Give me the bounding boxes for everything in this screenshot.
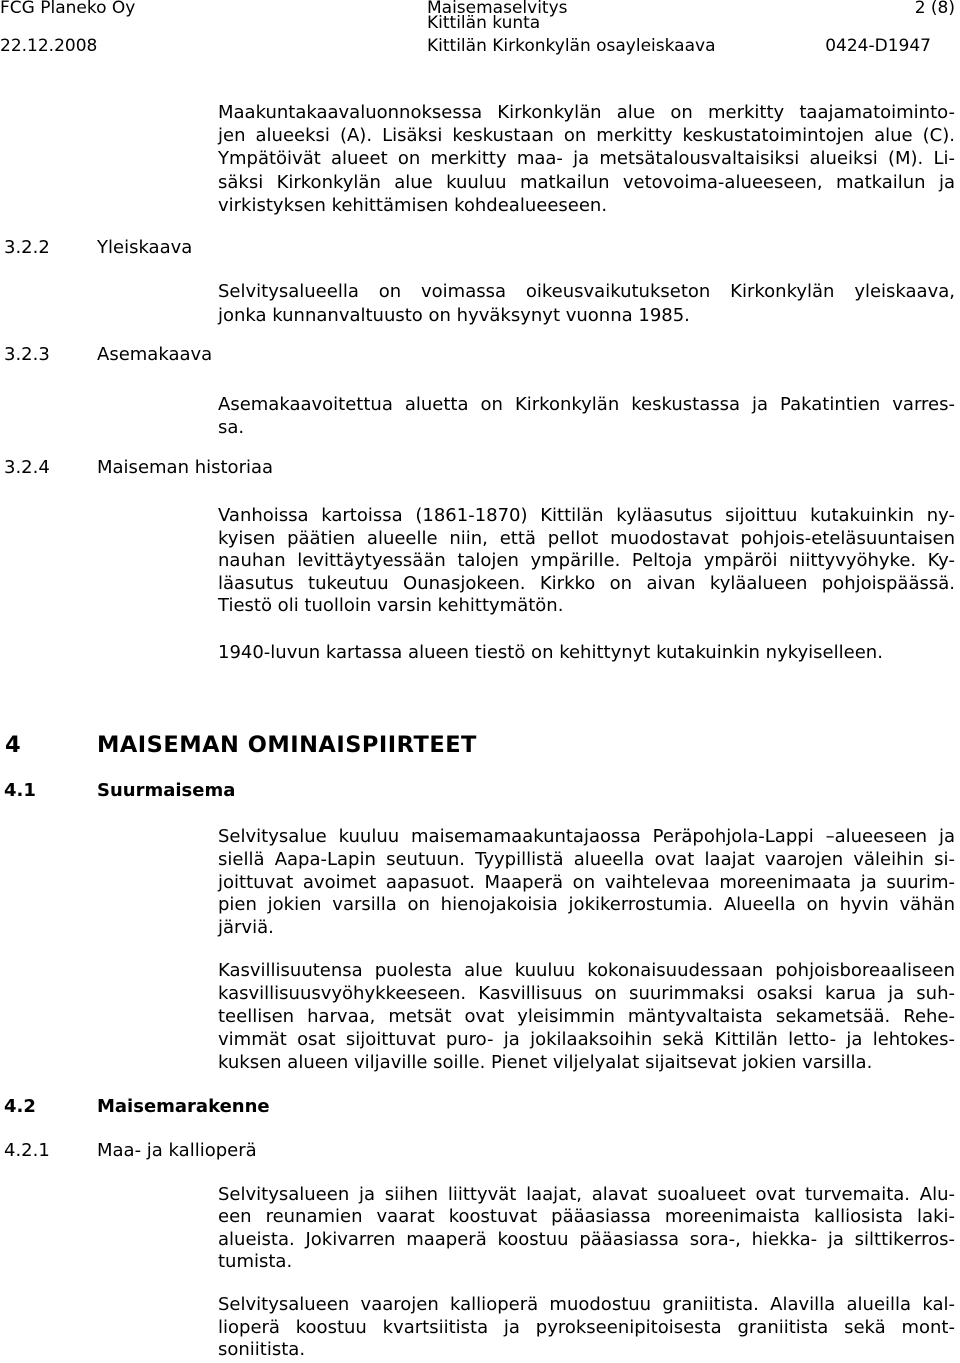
section-number: 4.2.1 [4,1140,50,1161]
header-client: Kittilän kunta [427,13,541,33]
paragraph [218,505,955,618]
paragraph [218,959,955,1074]
text-line: tumista. [218,1251,293,1273]
section-title: Maa- ja kallioperä [97,1140,257,1161]
text-line: Selvitysalueen ja siihen liittyvät laajat, alavat suoalueet ovat turvemaita. Alu- [218,1184,955,1205]
text-line: Selvitysalueen vaarojen kallioperä muodostuu graniitista. Alavilla alueilla kal- [218,1294,955,1315]
section-number: 4.2 [4,1096,36,1117]
header-page-number: 2 (8) [914,0,955,18]
section-number: 3.2.2 [4,237,50,258]
paragraph [218,280,955,327]
section-title: Maiseman historiaa [97,457,274,478]
text-line: Kasvillisuutensa puolesta alue kuuluu kokonaisuudessaan pohjoisboreaaliseen [218,960,955,981]
section-number: 3.2.3 [4,344,50,365]
section-title: Yleiskaava [97,237,193,258]
paragraph [218,101,955,217]
paragraph [218,1184,955,1274]
section-title: Suurmaisema [97,780,236,801]
text-line: pien jokien varsilla on hienojakoisia jokikerrostumia. Alueella on hyvin vähän [218,894,955,916]
chapter-heading [0,731,700,759]
chapter-title: MAISEMAN OMINAISPIIRTEET [97,732,477,758]
text-line: Tiestö oli tuolloin varsin kehittymätön. [218,595,564,617]
text-line: Selvitysalue kuuluu maisemamaakuntajaossa Peräpohjola-Lappi –alueeseen ja [218,826,955,847]
text-line: Maakuntakaavaluonnoksessa Kirkonkylän alue on merkitty taajamatoiminto- [218,102,955,123]
text-line: siellä Aapa-Lapin seutuun. Tyypillistä alueella ovat laajat vaarojen väleihin si- [218,848,955,870]
header-date: 22.12.2008 [0,36,98,56]
text-line: teellisen harvaa, metsät ovat yleisimmin mäntyvaltaista sekametsää. Rehe- [218,1006,955,1027]
text-line: Ympätöivät alueet on merkitty maa- ja metsätalousvaltaisiksi alueiksi (M). Li- [218,148,955,170]
header-company: FCG Planeko Oy [0,0,136,18]
text-line: een reunamien vaarat koostuvat pääasiassa moreenimaista kalliosista laki- [218,1206,955,1228]
section-heading [0,236,700,259]
section-number: 3.2.4 [4,457,50,478]
section-heading [0,1095,700,1118]
paragraph [218,641,955,664]
text-line: Vanhoissa kartoissa (1861-1870) Kittilän kyläasutus sijoittuu kutakuinkin ny- [218,505,955,526]
text-line: kasvillisuusvyöhykkeeseen. Kasvillisuus on suurimmaksi osaksi karua ja suh- [218,983,955,1004]
header-document-type: Maisemaselvitys [427,0,568,18]
text-line: alueista. Jokivarren maaperä koostuu pääasiassa sora-, hiekka- ja silttikerros- [218,1228,955,1250]
text-line: järviä. [218,917,274,939]
chapter-number: 4 [5,732,22,758]
section-heading [0,343,700,366]
text-line: säksi Kirkonkylän alue kuuluu matkailun vetovoima-alueeseen, matkailun ja [218,171,955,193]
section-title: Maisemarakenne [97,1096,270,1117]
text-line: jen alueeksi (A). Lisäksi keskustaan on merkitty keskustatoimintojen alue (C). [218,125,955,147]
text-line: kyisen päätien alueelle niin, että pellot muodostavat pohjois-eteläsuuntaisen [218,527,955,549]
section-title: Asemakaava [97,344,213,365]
paragraph [218,826,955,940]
text-line: kuksen alueen viljaville soille. Pienet viljelyalat sijaitsevat jokien varsilla. [218,1052,873,1073]
text-line: joittuvat avoimet aapasuot. Maaperä on vaihtelevaa moreenimaata ja suurim- [218,871,955,893]
text-line: läasutus tukeutuu Ounasjokeen. Kirkko on aivan kyläalueen pohjoispäässä. [218,572,955,594]
text-line: lioperä koostuu kvartsiitista ja pyrokseenipitoisesta graniitista sekä mont- [218,1316,955,1338]
text-line: Asemakaavoitettua aluetta on Kirkonkylän keskustassa ja Pakatintien varres- [218,394,955,415]
text-line: Selvitysalueella on voimassa oikeusvaikutukseton Kirkonkylän yleiskaava, [218,281,955,302]
text-line: sa. [218,417,245,438]
section-number: 4.1 [4,780,36,801]
text-line: soniitista. [218,1339,306,1361]
text-line: vimmät osat sijoittuvat puro- ja jokilaaksoihin sekä Kittilän letto- ja lehtokes- [218,1029,955,1050]
section-heading [0,1139,700,1162]
text-line: 1940-luvun kartassa alueen tiestö on kehittynyt kutakuinkin nykyiselleen. [218,642,883,663]
text-line: nauhan levittäytyessään talojen ympärille. Peltoja ympäröi niittyvyöhyke. Ky- [218,550,955,572]
paragraph [218,1294,955,1362]
text-line: jonka kunnanvaltuusto on hyväksynyt vuonna 1985. [218,304,690,326]
header-project-number: 0424-D1947 [825,36,931,56]
header-project: Kittilän Kirkonkylän osayleiskaava [427,36,716,56]
section-heading [0,456,700,479]
section-heading [0,779,700,802]
text-line: virkistyksen kehittämisen kohdealueeseen. [218,194,608,216]
paragraph [218,393,955,439]
